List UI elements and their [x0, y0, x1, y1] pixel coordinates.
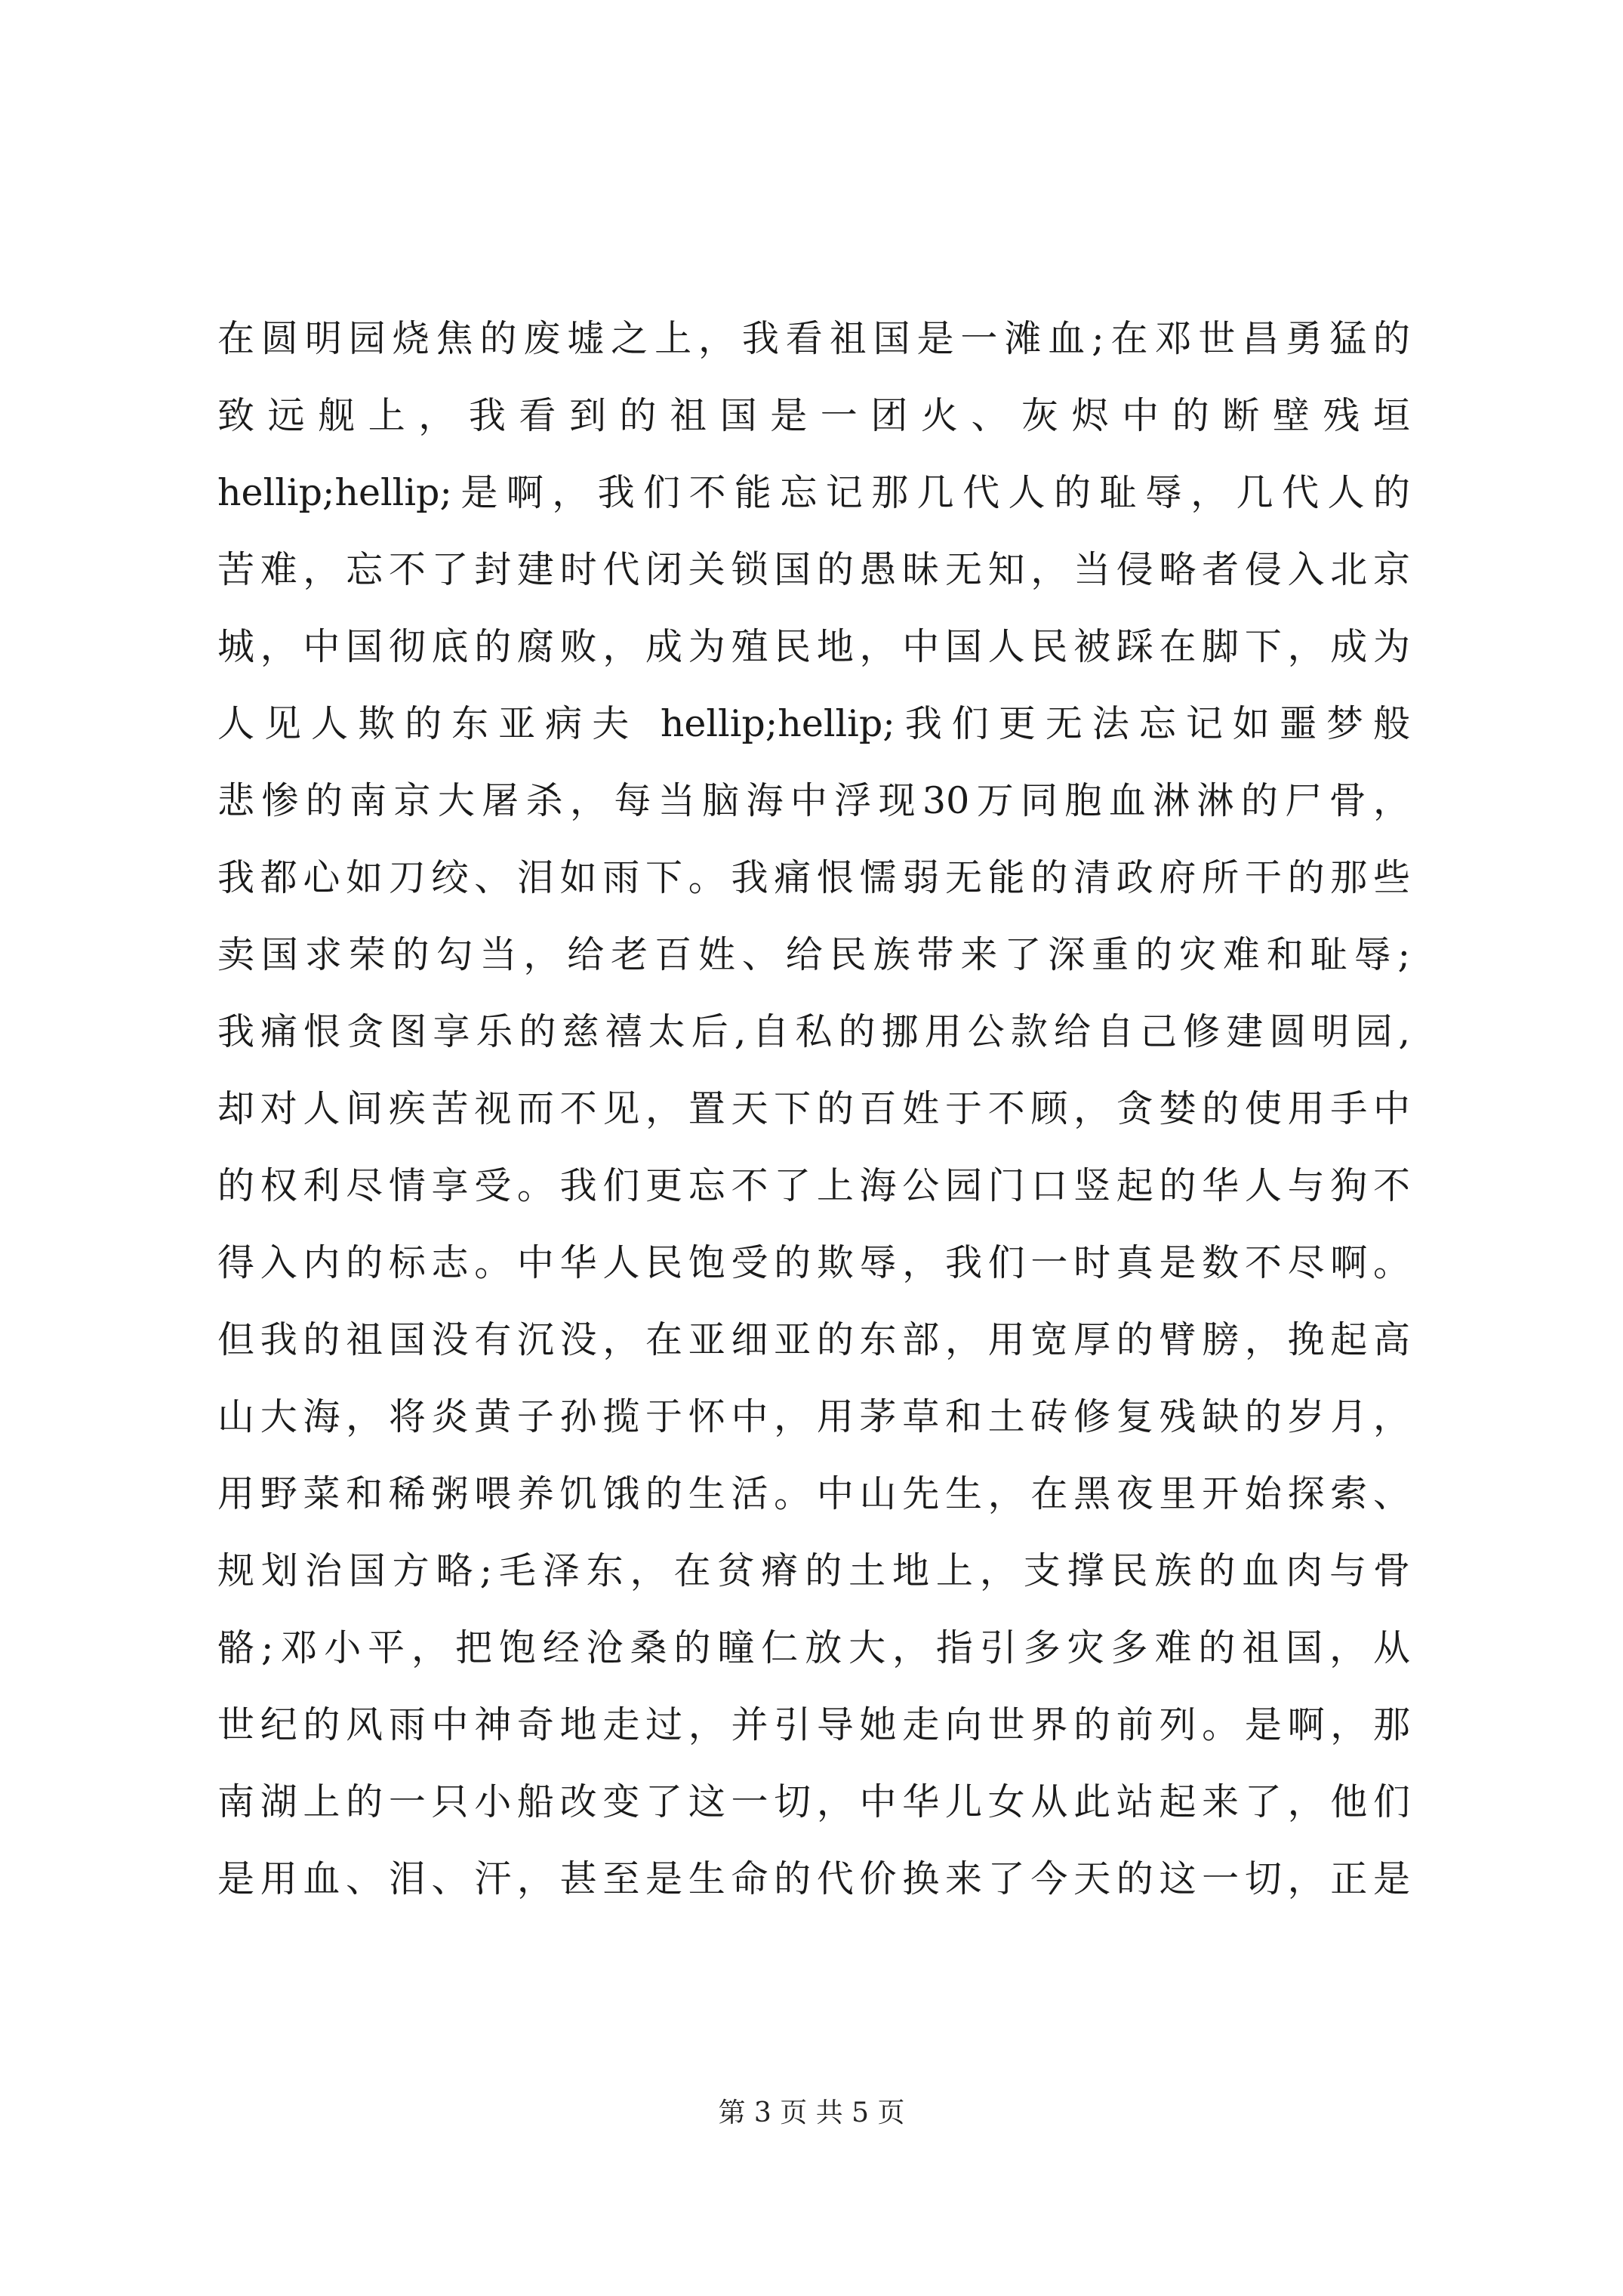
text-line: 我痛恨贪图享乐的慈禧太后,自私的挪用公款给自己修建圆明园,: [217, 1010, 1410, 1053]
text-line: 致远舰上，我看到的祖国是一团火、灰烬中的断壁残垣: [217, 394, 1410, 437]
text-line: 是用血、泪、汗，甚至是生命的代价换来了今天的这一切，正是: [217, 1857, 1410, 1900]
text-line: 世纪的风雨中神奇地走过，并引导她走向世界的前列。是啊，那: [217, 1703, 1410, 1746]
text-line: 悲惨的南京大屠杀，每当脑海中浮现30万同胞血淋淋的尸骨，: [217, 779, 1410, 822]
text-line: 在圆明园烧焦的废墟之上，我看祖国是一滩血;在邓世昌勇猛的: [217, 317, 1410, 360]
text-line: 骼;邓小平，把饱经沧桑的瞳仁放大，指引多灾多难的祖国，从: [217, 1626, 1410, 1669]
text-line: 南湖上的一只小船改变了这一切，中华儿女从此站起来了，他们: [217, 1780, 1410, 1823]
text-line: 卖国求荣的勾当，给老百姓、给民族带来了深重的灾难和耻辱;: [217, 933, 1410, 976]
text-line: 却对人间疾苦视而不见，置天下的百姓于不顾，贪婪的使用手中: [217, 1087, 1410, 1130]
text-line: 的权利尽情享受。我们更忘不了上海公园门口竖起的华人与狗不: [217, 1164, 1410, 1207]
text-line: 苦难，忘不了封建时代闭关锁国的愚昧无知，当侵略者侵入北京: [217, 548, 1410, 591]
text-line: 城，中国彻底的腐败，成为殖民地，中国人民被踩在脚下，成为: [217, 625, 1410, 668]
body-paragraph: [217, 300, 1410, 1918]
text-line: 得入内的标志。中华人民饱受的欺辱，我们一时真是数不尽啊。: [217, 1241, 1410, 1284]
text-line: 山大海，将炎黄子孙揽于怀中，用茅草和土砖修复残缺的岁月，: [217, 1395, 1410, 1438]
page-number-footer: 第 3 页 共 5 页: [718, 2097, 905, 2128]
text-line: 人见人欺的东亚病夫 hellip;hellip;我们更无法忘记如噩梦般: [217, 702, 1410, 745]
text-line: 用野菜和稀粥喂养饥饿的生活。中山先生，在黑夜里开始探索、: [217, 1472, 1410, 1515]
text-line: 但我的祖国没有沉没，在亚细亚的东部，用宽厚的臂膀，挽起高: [217, 1318, 1410, 1361]
text-line: 规划治国方略;毛泽东，在贫瘠的土地上，支撑民族的血肉与骨: [217, 1549, 1410, 1592]
text-line: hellip;hellip;是啊，我们不能忘记那几代人的耻辱，几代人的: [217, 471, 1410, 514]
text-line: 我都心如刀绞、泪如雨下。我痛恨懦弱无能的清政府所干的那些: [217, 856, 1410, 899]
